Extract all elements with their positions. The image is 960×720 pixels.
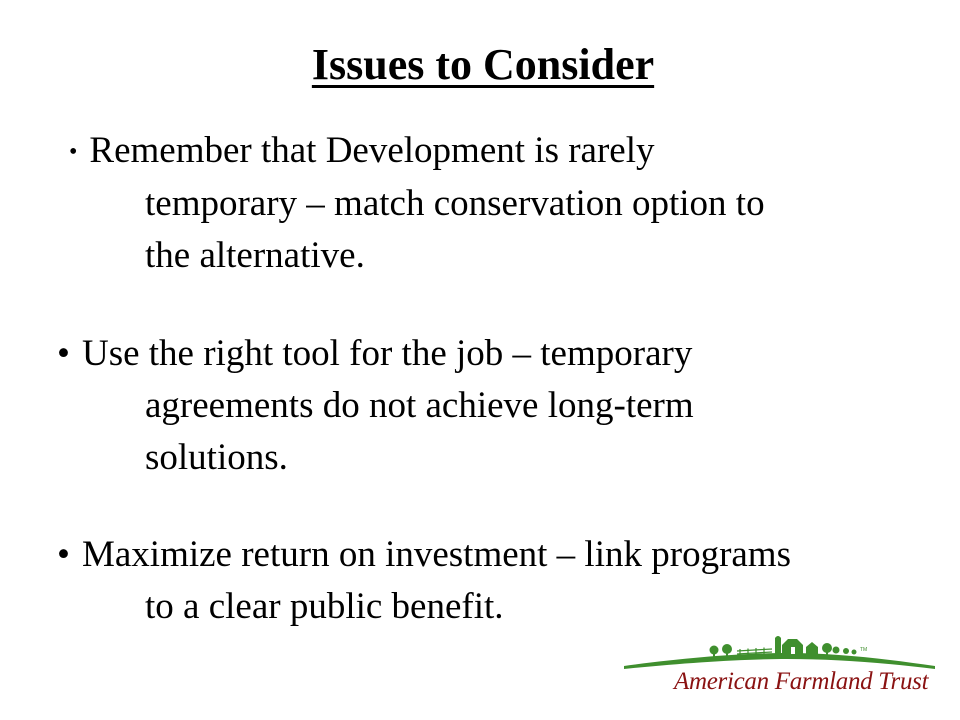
bullet-item-1 [57,125,937,282]
bullet-3-line-2: to a clear public benefit. [145,586,504,627]
slide-title: Issues to Consider [311,40,655,89]
bullet-1-line-2: temporary – match conservation option to [145,183,765,224]
bullet-dot: • [57,333,70,374]
bullet-item-2 [57,328,937,484]
american-farmland-trust-logo [622,632,937,710]
bullet-2-line-1: Use the right tool for the job – temporary [81,333,693,374]
bullet-3-line-1: Maximize return on investment – link programs [81,534,791,575]
logo-wordmark: American Farmland Trust [674,668,929,695]
bullet-2-line-2: agreements do not achieve long-term [145,385,694,426]
bullet-2-line-3: solutions. [145,437,288,478]
bullet-1-line-1: Remember that Development is rarely [89,130,655,171]
bullet-item-3 [57,529,937,633]
bullet-dot: • [57,534,70,575]
trademark-mark: TM [860,647,868,653]
bullet-dot: • [69,139,78,165]
bullet-1-line-3: the alternative. [145,235,365,276]
